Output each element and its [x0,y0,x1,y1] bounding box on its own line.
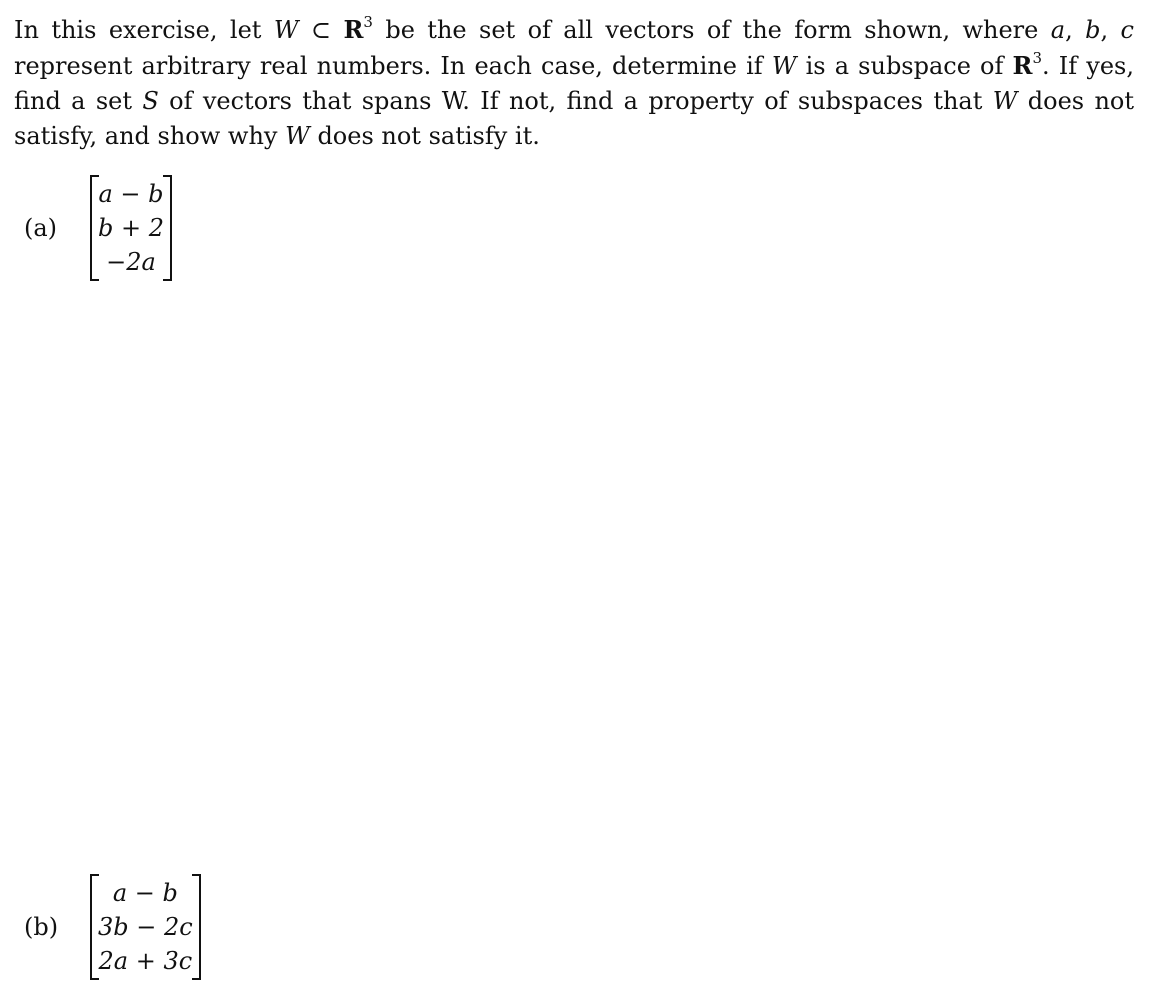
problem-statement [14,12,1134,154]
intro-text: does not satisfy it. [317,122,540,150]
symbol-W: W [992,87,1018,115]
matrix-entry: a − b [112,879,178,907]
part-a [24,175,172,281]
matrix-entry: 3b − 2c [98,913,193,941]
symbol-W: W [771,52,797,80]
symbol-R: R [343,15,364,44]
intro-text: . If yes, find a set [14,52,1134,115]
exponent: 3 [1032,49,1043,67]
symbol-S: S [142,87,159,115]
symbol-b: b [1085,16,1101,44]
intro-text: is a subspace of [805,52,1004,80]
intro-text: be the set of all vectors of the form shown, where [385,16,1039,44]
matrix-entry: b + 2 [98,214,164,242]
part-b [24,874,201,980]
punctuation: , [1100,16,1109,44]
intro-text: of vectors that spans W. If not, find a property of subspaces that [169,87,983,115]
part-label: (a) [24,214,58,242]
subset-symbol: ⊂ [310,16,332,44]
symbol-R: R [1012,51,1033,80]
exponent: 3 [363,13,373,31]
punctuation: , [1065,16,1073,44]
vector-matrix [90,874,201,980]
matrix-entry: −2a [106,248,156,276]
matrix-entry: 2a + 3c [98,947,193,975]
symbol-W: W [285,122,310,150]
matrix-entry: a − b [98,180,164,208]
symbol-a: a [1050,16,1066,44]
intro-text: represent arbitrary real numbers. In each case, determine if [14,52,763,80]
part-label: (b) [24,913,59,941]
symbol-c: c [1120,16,1134,44]
intro-text: does not satisfy, and show why [14,87,1134,150]
symbol-W: W [273,16,299,44]
vector-matrix [90,175,172,281]
intro-text: In this exercise, let [14,16,262,44]
